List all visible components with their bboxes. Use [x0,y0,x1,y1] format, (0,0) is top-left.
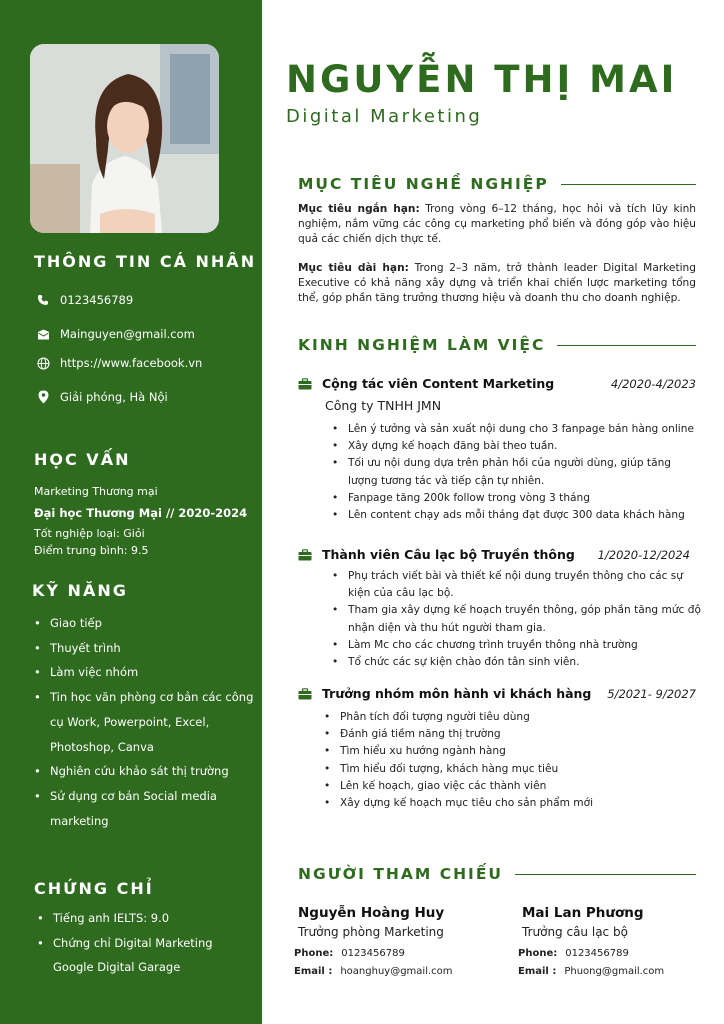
short-term-goal [298,202,696,247]
education-school: Đại học Thương Mại // 2020-2024 [34,506,248,520]
email-value: hoanghuy@gmail.com [340,966,453,977]
list-item: • Lên ý tưởng và sản xuất nội dung cho 3 fanpage bán hàng online [332,421,702,438]
job-date: 4/2020-4/2023 [610,376,696,391]
experience-heading: KINH NGHIỆM LÀM VIỆC [298,336,546,354]
address-text: Giải phóng, Hà Nội [60,390,168,404]
job-date: 1/2020-12/2024 [597,547,690,562]
job-title: Trưởng nhóm môn hành vi khách hàng [322,686,592,701]
references-heading: NGƯỜI THAM CHIẾU [298,865,503,883]
list-item: • Phân tích đối tượng người tiêu dùng [324,709,694,726]
list-item: • Lên content chạy ads mỗi tháng đạt được 300 data khách hàng [332,507,702,524]
long-term-label: Mục tiêu dài hạn: [298,262,409,274]
location-pin-icon [36,390,50,404]
phone-value: 0123456789 [565,948,629,959]
email-text: Mainguyen@gmail.com [60,327,195,341]
phone-text: 0123456789 [60,293,134,307]
website-row [36,356,202,370]
skill-item: • Thuyết trình [34,636,254,661]
full-name: NGUYỄN THỊ MAI [286,58,678,101]
certificates-list [37,906,217,980]
job-date: 5/2021- 9/2027 [607,686,696,701]
reference-email [518,966,664,977]
phone-label: Phone: [294,948,334,959]
email-row [36,327,195,341]
certificates-heading: CHỨNG CHỈ [34,879,154,898]
reference-position: Trưởng phòng Marketing [298,925,444,939]
job-duties [332,568,702,671]
long-term-text: Trong 2–3 năm, trở thành leader Digital Marketing Executive có khả năng xây dựng và triển khai chiến lược marketing tổng thể, góp phần tăng trưởng thương hiệu và doanh thu cho doanh nghiệp. [298,262,696,304]
reference-position: Trưởng câu lạc bộ [522,925,628,939]
job-duties [324,709,694,812]
short-term-label: Mục tiêu ngắn hạn: [298,203,420,215]
divider [561,184,696,185]
list-item: • Đánh giá tiềm năng thị trường [324,726,694,743]
email-value: Phuong@gmail.com [564,966,665,977]
list-item: • Tham gia xây dựng kế hoạch truyền thông, góp phần tăng mức độ nhận diện và thu hút người tham gia. [332,602,702,636]
globe-icon [36,356,50,370]
experience-header [298,336,696,354]
phone-value: 0123456789 [341,948,405,959]
personal-info-heading: THÔNG TIN CÁ NHÂN [34,252,257,271]
main-content [262,0,724,1024]
list-item: • Tối ưu nội dung dựa trên phản hồi của người dùng, giúp tăng lượng tương tác và tiếp cận tự nhiên. [332,455,702,489]
phone-icon [36,293,50,307]
job-company: Công ty TNHH JMN [325,398,442,413]
reference-name: Mai Lan Phương [522,905,644,921]
job-title: Thành viên Câu lạc bộ Truyền thông [322,547,575,562]
reference-phone [294,948,405,959]
list-item: • Xây dựng kế hoạch mục tiêu cho sản phẩm mới [324,795,694,812]
sidebar [0,0,262,1024]
job-duties [332,421,702,524]
education-gpa: Điểm trung bình: 9.5 [34,544,149,557]
briefcase-icon [298,378,312,390]
education-heading: HỌC VẤN [34,450,131,469]
phone-label: Phone: [518,948,558,959]
list-item: • Phụ trách viết bài và thiết kế nội dung truyền thông cho các sự kiện của câu lạc bộ. [332,568,702,602]
list-item: • Tổ chức các sự kiện chào đón tân sinh viên. [332,654,702,671]
divider [515,874,696,875]
skill-item: • Tin học văn phòng cơ bản các công cụ Work, Powerpoint, Excel, Photoshop, Canva [34,685,254,759]
divider [557,345,696,346]
skills-list [34,611,254,833]
education-grade: Tốt nghiệp loại: Giỏi [34,527,145,540]
job-header [298,376,696,391]
email-label: Email : [294,966,333,977]
reference-email [294,966,453,977]
objective-header [298,175,696,193]
job-header [298,686,696,701]
skill-item: • Nghiên cứu khảo sát thị trường [34,759,254,784]
certificate-item: • Chứng chỉ Digital Marketing Google Digital Garage [37,931,217,980]
list-item: • Lên kế hoạch, giao việc các thành viên [324,778,694,795]
skills-heading: KỸ NĂNG [32,581,128,600]
skill-item: • Sử dụng cơ bản Social media marketing [34,784,254,833]
list-item: • Làm Mc cho các chương trình truyền thông nhà trường [332,637,702,654]
website-link[interactable]: https://www.facebook.vn [60,356,203,370]
reference-name: Nguyễn Hoàng Huy [298,905,445,921]
skill-item: • Làm việc nhóm [34,660,254,685]
briefcase-icon [298,549,312,561]
education-major: Marketing Thương mại [34,485,158,498]
phone-row [36,293,133,307]
reference-phone [518,948,629,959]
envelope-icon [36,327,50,341]
email-label: Email : [518,966,557,977]
job-title: Cộng tác viên Content Marketing [322,376,555,391]
skill-item: • Giao tiếp [34,611,254,636]
list-item: • Xây dựng kế hoạch đăng bài theo tuần. [332,438,702,455]
list-item: • Tìm hiểu đối tượng, khách hàng mục tiêu [324,761,694,778]
short-term-text: Trong vòng 6–12 tháng, học hỏi và tích lũy kinh nghiệm, nắm vững các công cụ marketing phổ biến và đóng góp vào hiệu quả các chiến dịch thực tế. [298,203,696,245]
job-role: Digital Marketing [286,106,483,127]
references-header [298,865,696,883]
objective-heading: MỤC TIÊU NGHỀ NGHIỆP [298,175,549,193]
list-item: • Fanpage tăng 200k follow trong vòng 3 tháng [332,490,702,507]
certificate-item: • Tiếng anh IELTS: 9.0 [37,906,217,931]
address-row [36,390,168,404]
long-term-goal [298,261,696,306]
list-item: • Tìm hiểu xu hướng ngành hàng [324,743,694,760]
job-header [298,547,696,562]
briefcase-icon [298,688,312,700]
profile-photo [30,44,219,233]
